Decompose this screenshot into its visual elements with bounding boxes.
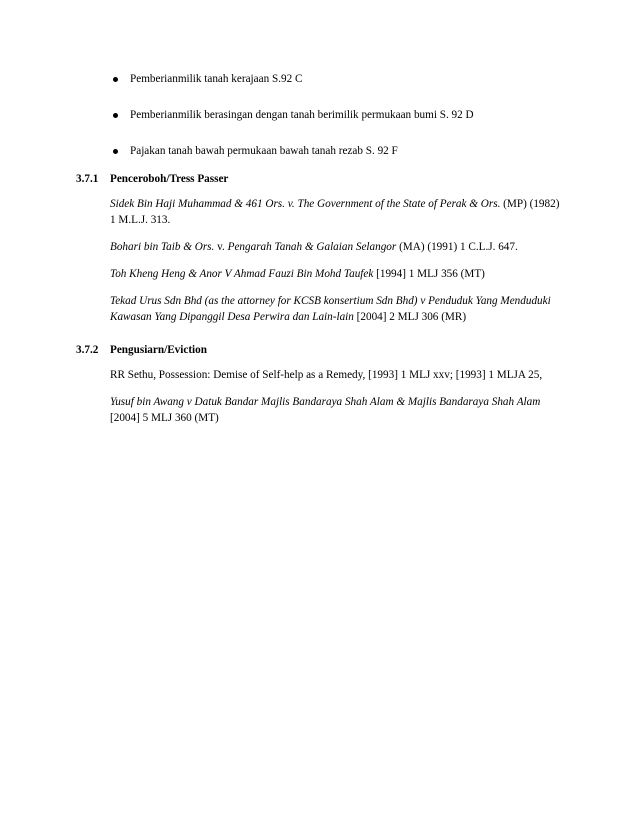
case-name: Yusuf bin Awang v Datuk Bandar Majlis Bandaraya Shah Alam & Majlis Bandaraya Shah Alam: [110, 396, 541, 408]
case-reference: [110, 266, 560, 282]
bullet-text: Pemberianmilik tanah kerajaan S.92 C: [130, 73, 303, 85]
bullet-dot-icon: [113, 77, 118, 82]
case-name: Toh Kheng Heng & Anor V Ahmad Fauzi Bin Mohd Taufek: [110, 268, 374, 280]
section-number: 3.7.2: [76, 344, 99, 356]
case-reference-list: [110, 367, 560, 437]
case-name: Sidek Bin Haji Muhammad & 461 Ors. v. The Government of the State of Perak & Ors.: [110, 198, 501, 210]
case-reference-list: [110, 196, 560, 336]
bullet-text: Pajakan tanah bawah permukaan bawah tanah rezab S. 92 F: [130, 145, 398, 157]
bullet-item: [110, 72, 474, 86]
citation: RR Sethu, Possession: Demise of Self-help as a Remedy, [1993] 1 MLJ xxv; [1993] 1 MLJA 25,: [110, 369, 543, 381]
case-name-respondent: Pengarah Tanah & Galaian Selangor: [227, 241, 397, 253]
citation: (MA) (1991) 1 C.L.J. 647.: [396, 241, 518, 253]
land-provision-bullet-list: [110, 72, 474, 180]
bullet-text: Pemberianmilik berasingan dengan tanah berimilik permukaan bumi S. 92 D: [130, 109, 474, 121]
citation: [1994] 1 MLJ 356 (MT): [373, 268, 485, 280]
case-reference: [110, 394, 560, 426]
case-name: Tekad Urus Sdn Bhd (as the attorney for KCSB konsertium Sdn Bhd) v Penduduk Yang Menduduki Kawasan Yang Dipanggil Desa Perwira dan Lain-lain: [110, 295, 551, 323]
case-name: Bohari bin Taib & Ors.: [110, 241, 215, 253]
section-number: 3.7.1: [76, 173, 99, 185]
bullet-dot-icon: [113, 149, 118, 154]
bullet-dot-icon: [113, 113, 118, 118]
section-heading: Pengusiarn/Eviction: [110, 344, 207, 356]
case-reference: [110, 239, 560, 255]
citation: [2004] 5 MLJ 360 (MT): [110, 412, 219, 424]
case-reference: [110, 367, 560, 383]
case-separator: v.: [214, 241, 228, 253]
citation: [2004] 2 MLJ 306 (MR): [353, 311, 467, 323]
case-reference: [110, 196, 560, 228]
case-reference: [110, 293, 560, 325]
section-heading: Penceroboh/Tress Passer: [110, 173, 229, 185]
bullet-item: [110, 108, 474, 122]
citation: (MP) (1982) 1 M.L.J. 313.: [110, 198, 560, 226]
bullet-item: [110, 144, 474, 158]
